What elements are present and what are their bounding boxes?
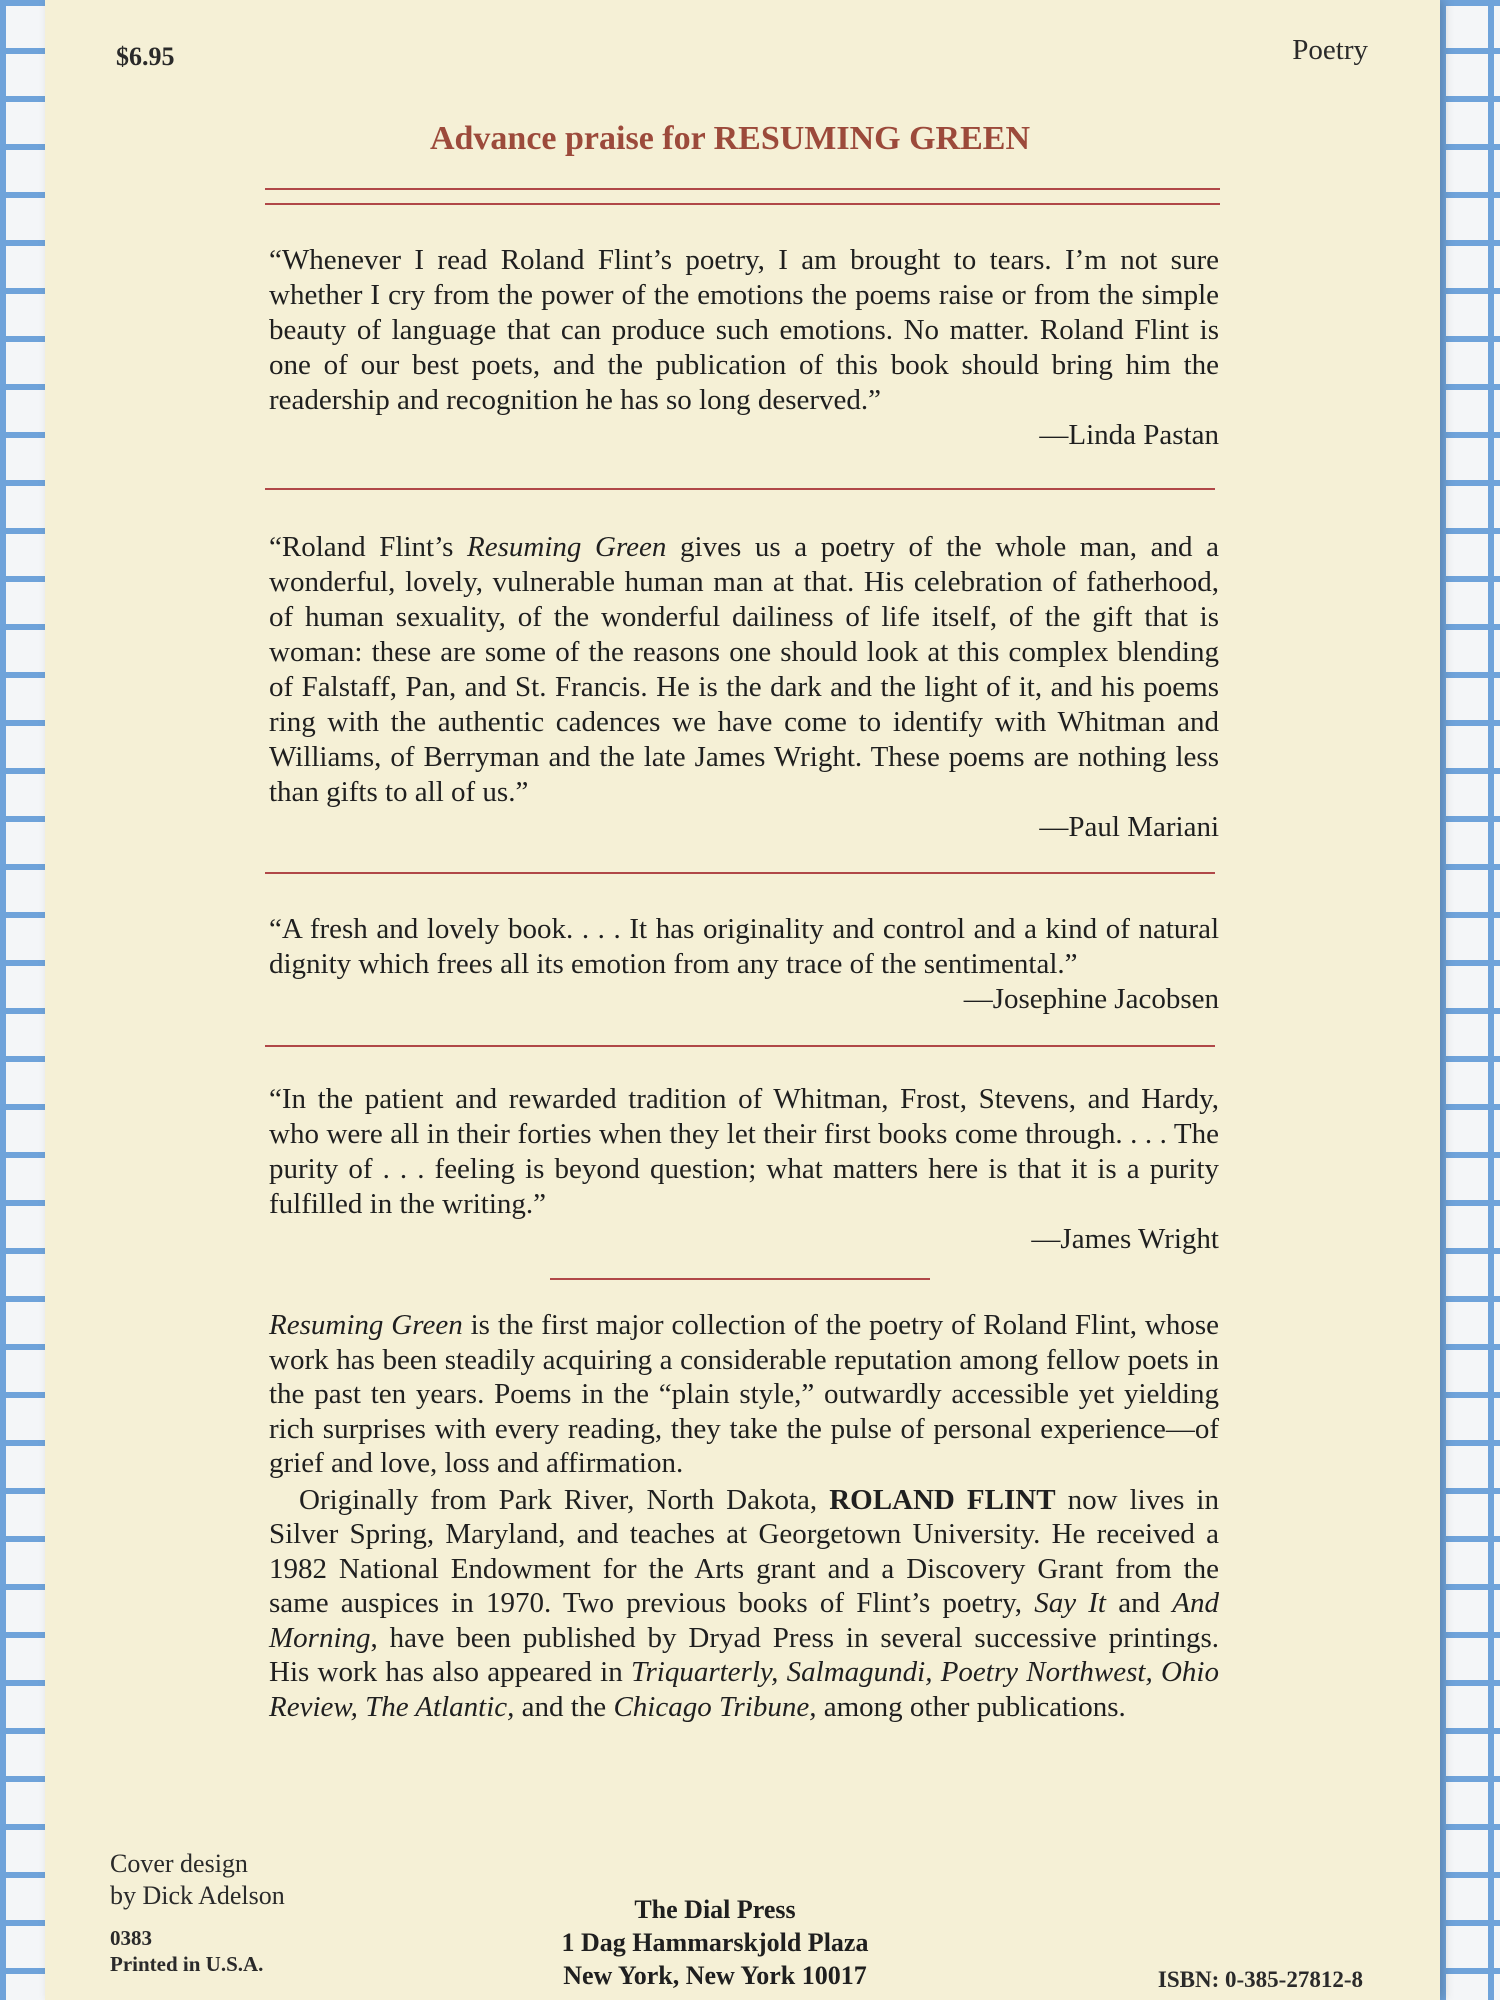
- quote-attribution: —Linda Pastan: [1039, 419, 1219, 451]
- short-divider: [550, 1278, 930, 1280]
- printed-in-label: Printed in U.S.A.: [110, 1952, 264, 1976]
- quote-text: “Whenever I read Roland Flint’s poetry, I am brought to tears. I’m not sure whether I cry from the power of the emotions the poems raise or from the simple beauty of language that can produce such emotions. No matter. Roland Flint is one of our best poets, and the publication of this book should bring him the readership and recognition he has so long deserved.”: [269, 244, 1219, 416]
- cover-design-credit: Cover design by Dick Adelson: [110, 1849, 285, 1910]
- author-name: ROLAND FLINT: [829, 1483, 1056, 1516]
- isbn-label: ISBN: 0-385-27812-8: [1157, 1967, 1363, 1992]
- quote-pastan: [269, 243, 1219, 453]
- book-title-italic: And Morning: [269, 1587, 1219, 1654]
- book-title-italic: Resuming Green: [467, 531, 667, 563]
- publisher-block: [495, 1893, 935, 1992]
- heading-rule-bottom: [265, 203, 1220, 205]
- quote-attribution: —Paul Mariani: [1039, 811, 1219, 843]
- quote-text-part: “Roland Flint’s: [269, 531, 468, 563]
- quote-divider: [265, 488, 1215, 490]
- publisher-city: New York, New York 10017: [563, 1961, 867, 1990]
- author-bio-paragraph: Originally from Park River, North Dakota, ROLAND FLINT now lives in Silver Spring, Maryland, and teaches at Georgetown University. He received a 1982 National Endowment for the Arts grant and a Discovery Grant from the same auspices in 1970. Two previous books of Flint’s poetry, Say It and And Morning, have been published by Dryad Press in several successive printings. His work has also appeared in Triquarterly, Salmagundi, Poetry Northwest, Ohio Review, The Atlantic, and the Chicago Tribune, among other publications.: [269, 1483, 1219, 1723]
- quote-divider: [265, 872, 1215, 874]
- quote-mariani: [269, 530, 1219, 845]
- publisher-name: The Dial Press: [634, 1895, 796, 1924]
- praise-heading: Advance praise for RESUMING GREEN: [429, 120, 1031, 157]
- publication-list-italic: Triquarterly, Salmagundi, Poetry Northwest, Ohio Review, The Atlantic,: [269, 1656, 1219, 1723]
- quote-jacobsen: [269, 912, 1219, 1017]
- book-title-italic: Say It: [1034, 1587, 1106, 1619]
- print-info: [110, 1925, 263, 1977]
- print-code: 0383: [110, 1926, 152, 1950]
- quote-text: “A fresh and lovely book. . . . It has originality and control and a kind of natural dignity which frees all its emotion from any trace of the sentimental.”: [269, 913, 1219, 980]
- quote-attribution: —Josephine Jacobsen: [963, 983, 1219, 1015]
- price-label: $6.95: [116, 42, 175, 71]
- quote-attribution: —James Wright: [1031, 1223, 1219, 1255]
- book-description: [269, 1308, 1219, 1724]
- book-title-italic: Resuming Green: [269, 1309, 463, 1341]
- category-label: Poetry: [1292, 34, 1368, 66]
- quote-text: “In the patient and rewarded tradition of Whitman, Frost, Stevens, and Hardy, who were all in their forties when they let their first books come through. . . . The purity of . . . feeling is beyond question; what matters here is that it is a purity fulfilled in the writing.”: [269, 1083, 1219, 1220]
- quote-wright: [269, 1082, 1219, 1257]
- book-back-cover: [45, 0, 1440, 2000]
- publisher-address: 1 Dag Hammarskjold Plaza: [561, 1928, 869, 1957]
- heading-rule-top: [265, 188, 1220, 190]
- quote-text-part: gives us a poetry of the whole man, and a wonderful, lovely, vulnerable human man at that. His celebration of fatherhood, of human sexuality, of the wonderful dailiness of life itself, of the gift that is woman: these are some of the reasons one should look at this complex blending of Falstaff, Pan, and St. Francis. He is the dark and the light of it, and his poems ring with the authentic cadences we have come to identify with Whitman and Williams, of Berryman and the late James Wright. These poems are nothing less than gifts to all of us.”: [269, 531, 1219, 808]
- quote-divider: [265, 1045, 1215, 1047]
- description-paragraph: Resuming Green is the first major collection of the poetry of Roland Flint, whose work has been steadily acquiring a considerable reputation among fellow poets in the past ten years. Poems in the “plain style,” outwardly accessible yet yielding rich surprises with every reading, they take the pulse of personal experience—of grief and love, loss and affirmation.: [269, 1309, 1219, 1479]
- publication-italic: Chicago Tribune,: [613, 1690, 817, 1723]
